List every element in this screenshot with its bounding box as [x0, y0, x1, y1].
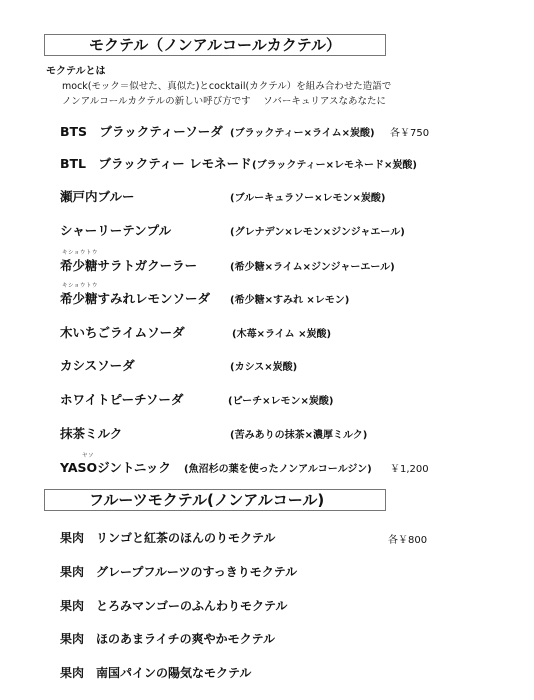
- item-description: (カシス×炭酸): [230, 362, 298, 373]
- item-description: (苦みありの抹茶×濃厚ミルク): [230, 430, 368, 441]
- fruit-prefix: 果肉: [60, 531, 85, 545]
- item-description: (グレナデン×レモン×ジンジャエール): [230, 227, 405, 238]
- item-name: YASOジントニック: [60, 460, 171, 475]
- fruit-item: [60, 630, 275, 647]
- item-description: (木苺×ライム ×炭酸): [232, 329, 332, 340]
- item-name: BTL ブラックティー レモネード: [60, 156, 252, 171]
- item-name: 木いちごライムソーダ: [60, 325, 185, 340]
- intro-line-1: mock(モック＝似せた、真似た)とcocktail(カクテル）を組み合わせた造語で: [62, 81, 392, 92]
- item-name: 抹茶ミルク: [60, 426, 123, 441]
- fruit-name: 南国パインの陽気なモクテル: [96, 666, 252, 680]
- item-name: カシスソーダ: [60, 358, 135, 373]
- menu-item: [60, 390, 480, 408]
- fruit-prefix: 果肉: [60, 565, 85, 579]
- menu-item: [60, 356, 480, 374]
- fruit-section-header: フルーツモクテル(ノンアルコール): [44, 489, 386, 511]
- item-description: (ブルーキュラソー×レモン×炭酸): [230, 193, 386, 204]
- fruit-name: とろみマンゴーのふんわりモクテル: [96, 599, 288, 613]
- fruit-item: [60, 597, 287, 614]
- fruit-name: グレープフルーツのすっきりモクテル: [96, 565, 298, 579]
- mocktail-section-header: モクテル（ノンアルコールカクテル）: [44, 34, 386, 56]
- fruit-name: ほのあまライチの爽やかモクテル: [96, 632, 276, 646]
- fruit-prefix: 果肉: [60, 632, 85, 646]
- item-ruby: キショウトウ: [62, 283, 98, 289]
- item-description: (ピーチ×レモン×炭酸): [228, 396, 334, 407]
- item-description: (ブラックティー×ライム×炭酸): [230, 128, 375, 139]
- fruit-item: [60, 563, 297, 580]
- item-price: 各￥750: [390, 128, 430, 139]
- fruit-item: [60, 664, 251, 681]
- item-description: (魚沼杉の葉を使ったノンアルコールジン): [184, 464, 372, 475]
- menu-item: [60, 289, 480, 307]
- menu-item: [60, 221, 480, 239]
- menu-item: [60, 256, 480, 274]
- menu-item: [60, 154, 480, 172]
- item-ruby: キショウトウ: [62, 250, 98, 256]
- item-name: BTS ブラックティーソーダ: [60, 124, 223, 139]
- menu-item: [60, 424, 480, 442]
- item-name: 瀬戸内ブルー: [60, 189, 135, 204]
- fruit-name: リンゴと紅茶のほんのりモクテル: [96, 531, 276, 545]
- mocktail-intro: [46, 64, 391, 109]
- item-name: シャーリーテンプル: [60, 223, 172, 238]
- item-price: ￥1,200: [390, 464, 429, 475]
- fruit-price: 各￥800: [388, 535, 428, 546]
- fruit-prefix: 果肉: [60, 666, 85, 680]
- fruit-item: [60, 529, 275, 546]
- menu-item: [60, 458, 480, 476]
- intro-line-2: ノンアルコールカクテルの新しい呼び方です ソバーキュリアスなあなたに: [62, 96, 387, 107]
- intro-title: モクテルとは: [46, 66, 106, 77]
- item-ruby: ヤソ: [82, 453, 95, 459]
- fruit-prefix: 果肉: [60, 599, 85, 613]
- item-name: 希少糖すみれレモンソーダ: [60, 291, 211, 306]
- item-description: (希少糖×すみれ ×レモン): [230, 295, 350, 306]
- item-name: ホワイトピーチソーダ: [60, 392, 184, 407]
- menu-item: [60, 187, 480, 205]
- item-name: 希少糖サラトガクーラー: [60, 258, 198, 273]
- item-description: (希少糖×ライム×ジンジャーエール): [230, 262, 395, 273]
- menu-item: [60, 122, 480, 140]
- menu-item: [60, 323, 480, 341]
- item-description: (ブラックティー×レモネード×炭酸): [252, 160, 417, 171]
